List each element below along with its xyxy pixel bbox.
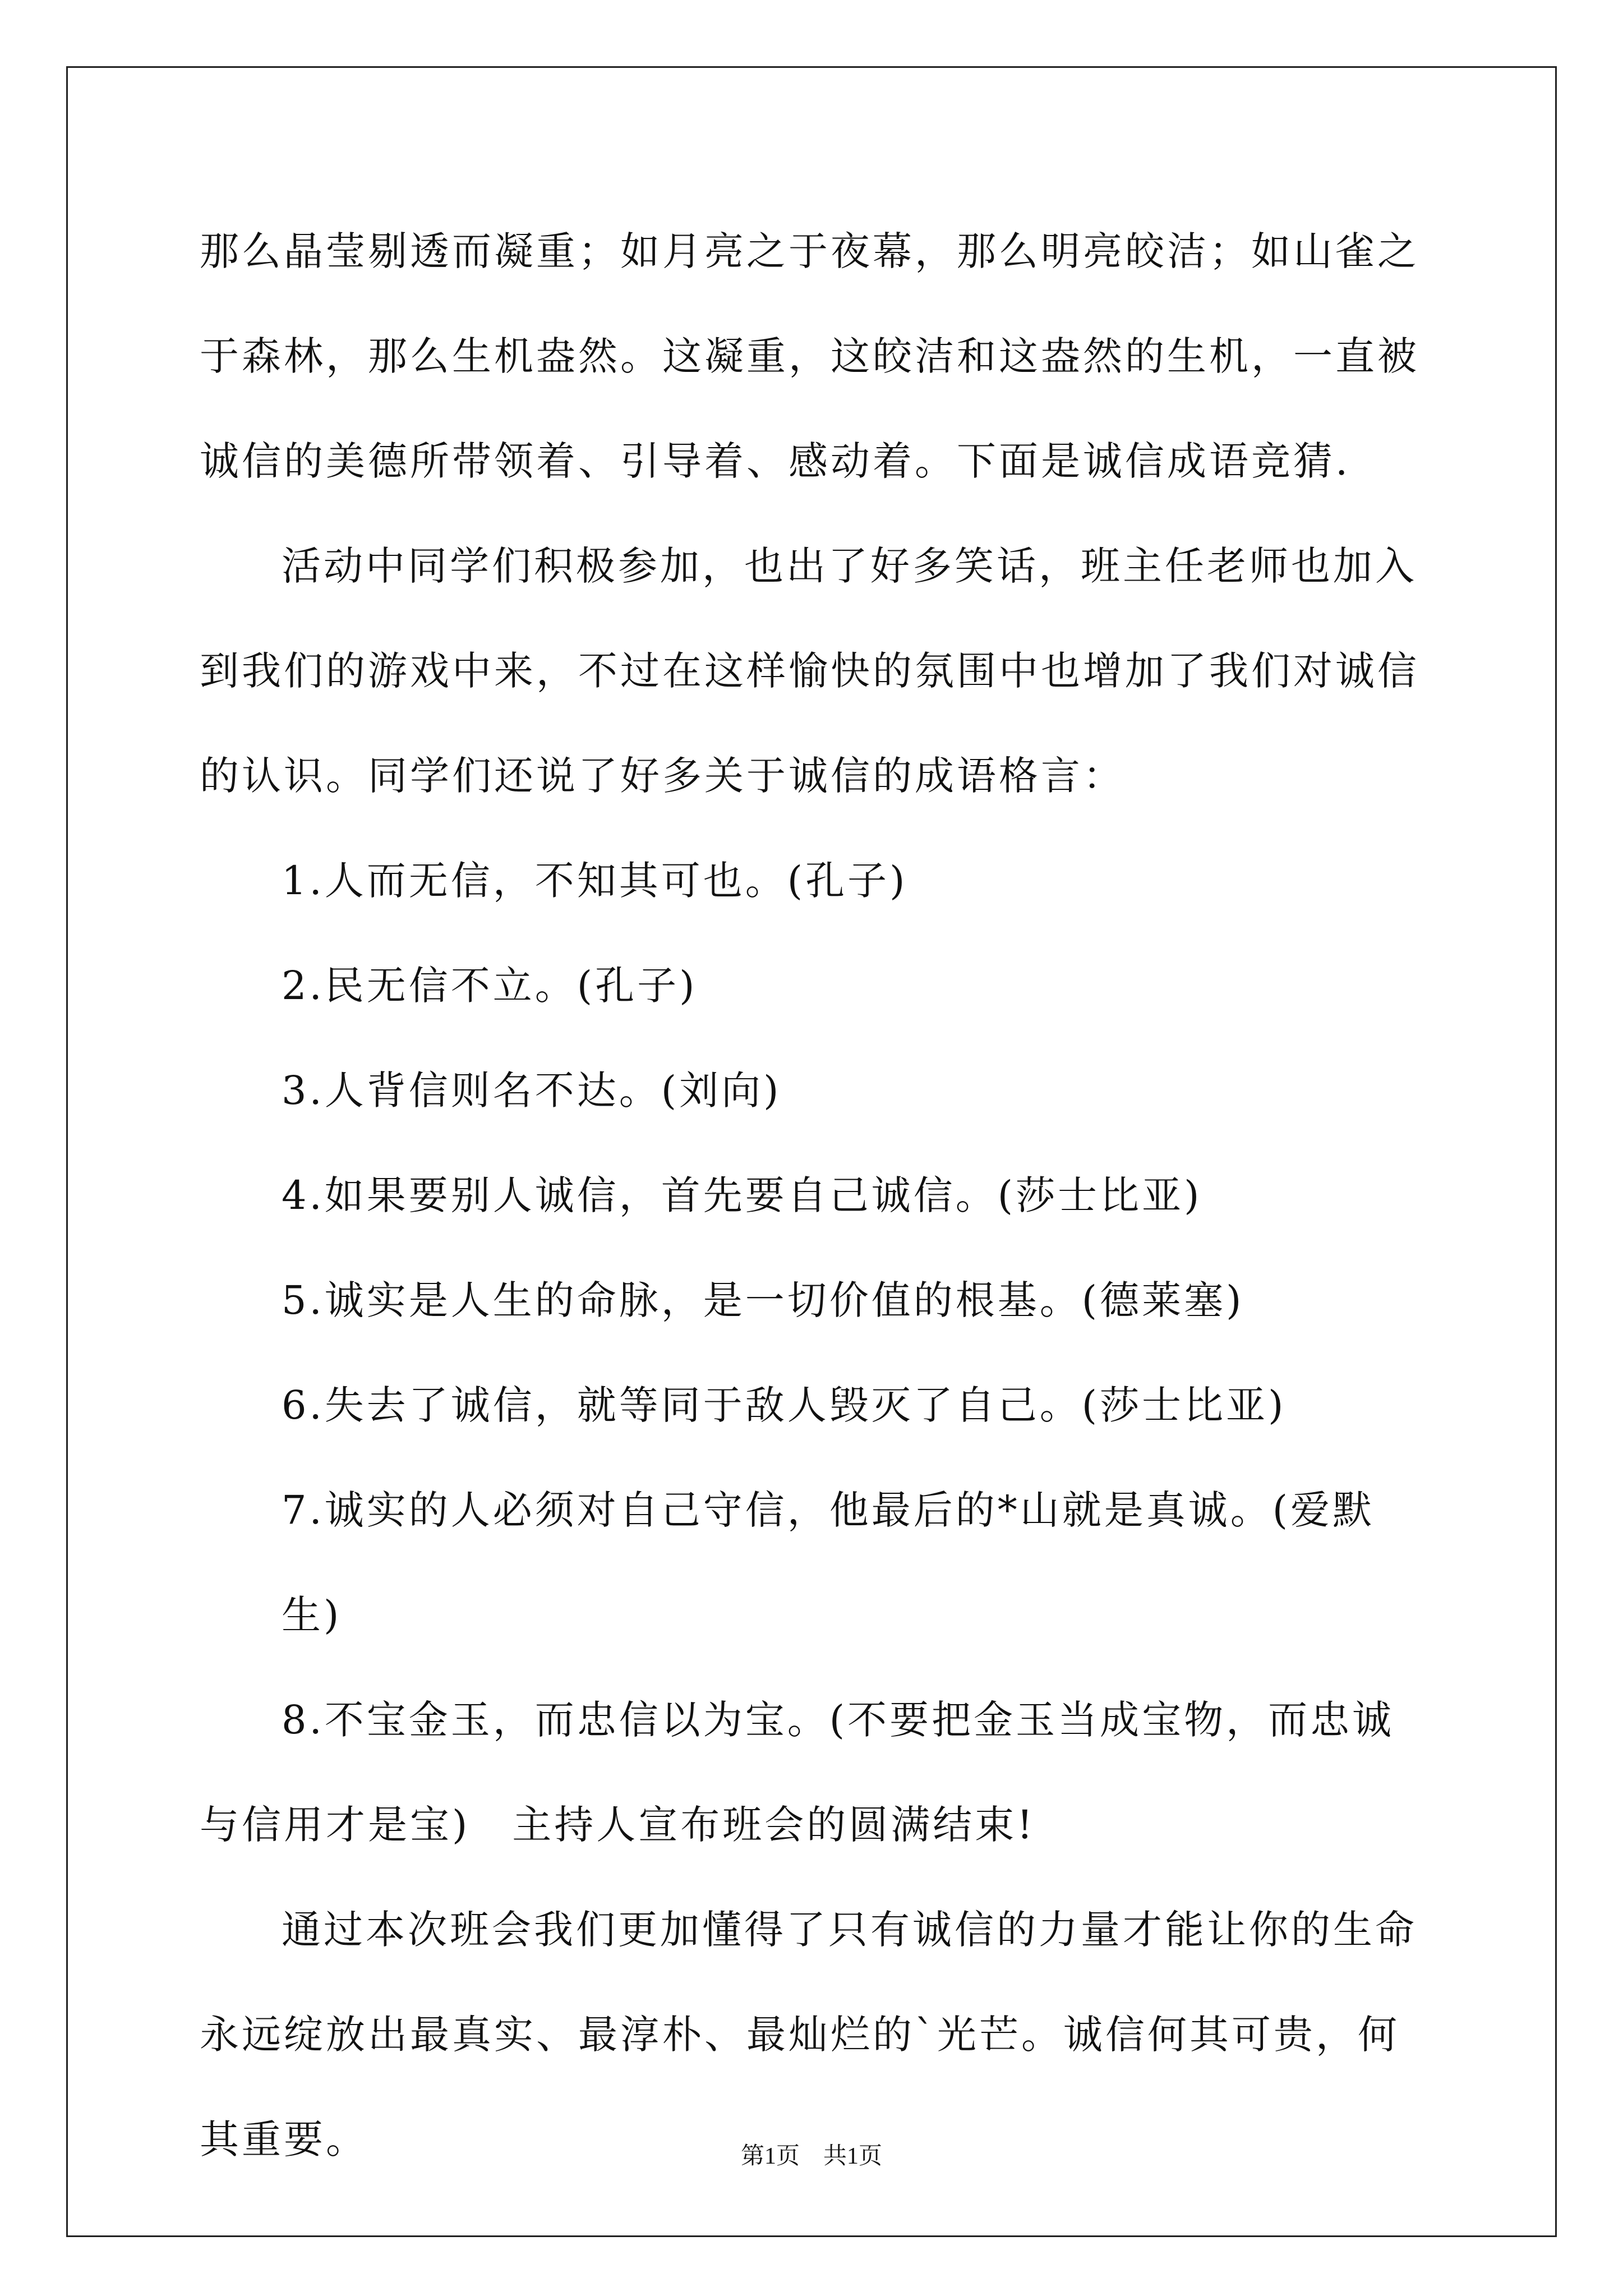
quote-item-3: 3.人背信则名不达。(刘向) xyxy=(282,1068,782,1114)
quote-item-7: 7.诚实的人必须对自己守信，他最后的*山就是真诚。(爱默生) xyxy=(282,1487,1375,1638)
quote-item-4: 4.如果要别人诚信，首先要自己诚信。(莎士比亚) xyxy=(282,1172,1202,1218)
closing-paragraph: 通过本次班会我们更加懂得了只有诚信的力量才能让你的生命永远绽放出最真实、最淳朴、最灿烂的`光芒。诚信何其可贵，何其重要。 xyxy=(200,1907,1417,2162)
intro-paragraph: 那么晶莹剔透而凝重；如月亮之于夜幕，那么明亮皎洁；如山雀之于森林，那么生机盎然。这凝重，这皎洁和这盎然的生机，一直被诚信的美德所带领着、引导着、感动着。下面是诚信成语竞猜. xyxy=(200,228,1419,484)
quote-item-1: 1.人而无信，不知其可也。(孔子) xyxy=(282,858,908,904)
quote-item-6: 6.失去了诚信，就等同于敌人毁灭了自己。(莎士比亚) xyxy=(282,1382,1287,1428)
quote-item-2: 2.民无信不立。(孔子) xyxy=(282,963,698,1009)
document-body xyxy=(200,199,1428,2192)
quote-item-8: 8.不宝金玉，而忠信以为宝。(不要把金玉当成宝物，而忠诚与信用才是宝) 主持人宣布班会的圆满结束! xyxy=(200,1697,1395,1848)
activity-paragraph: 活动中同学们积极参加，也出了好多笑话，班主任老师也加入到我们的游戏中来，不过在这样愉快的氛围中也增加了我们对诚信的认识。同学们还说了好多关于诚信的成语格言： xyxy=(200,543,1419,799)
quote-item-5: 5.诚实是人生的命脉，是一切价值的根基。(德莱塞) xyxy=(282,1277,1244,1323)
page-footer: 第1页 共1页 xyxy=(740,2143,882,2169)
